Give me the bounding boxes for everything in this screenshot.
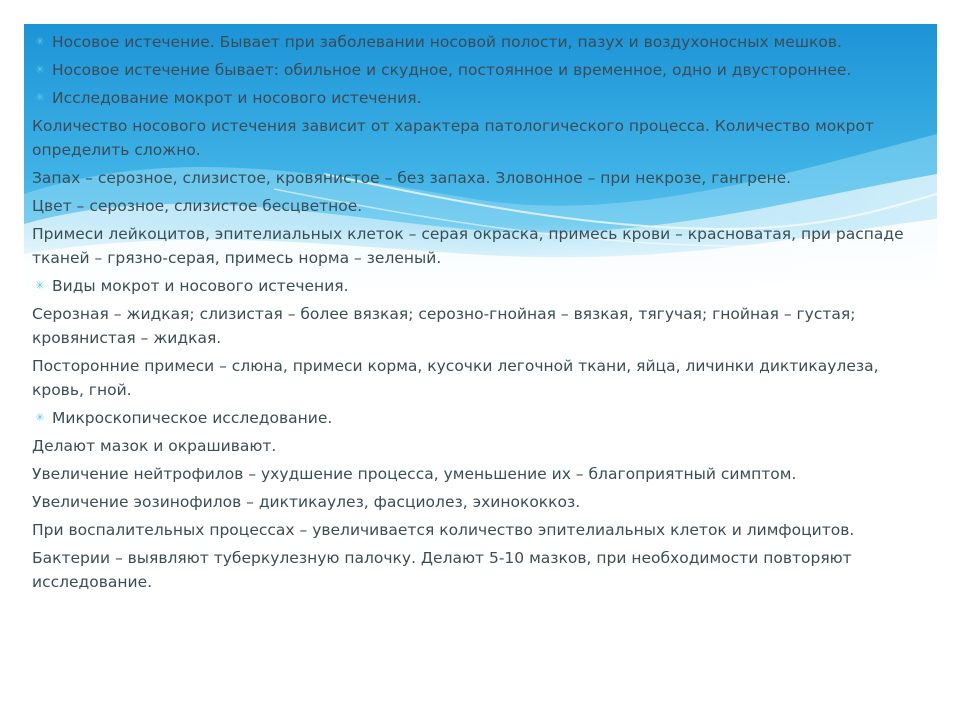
- asterisk-bullet-icon: ✳: [35, 35, 45, 48]
- item-text: Делают мазок и окрашивают.: [32, 437, 277, 455]
- asterisk-bullet-icon: ✳: [35, 91, 45, 104]
- bullet-item: [32, 30, 912, 54]
- paragraph-item: [32, 518, 912, 542]
- asterisk-bullet-icon: ✳: [35, 411, 45, 424]
- item-text: Запах – серозное, слизистое, кровянистое – без запаха. Зловонное – при некрозе, гангрене.: [32, 169, 792, 187]
- paragraph-item: [32, 114, 912, 162]
- item-text: Исследование мокрот и носового истечения.: [52, 89, 422, 107]
- item-text: Увеличение нейтрофилов – ухудшение процесса, уменьшение их – благоприятный симптом.: [32, 465, 797, 483]
- item-text: Носовое истечение бывает: обильное и скудное, постоянное и временное, одно и двустороннее.: [52, 61, 852, 79]
- paragraph-item: [32, 462, 912, 486]
- paragraph-item: [32, 166, 912, 190]
- paragraph-item: [32, 354, 912, 402]
- paragraph-item: [32, 490, 912, 514]
- bullet-item: [32, 274, 912, 298]
- paragraph-item: [32, 222, 912, 270]
- paragraph-item: [32, 434, 912, 458]
- item-text: Серозная – жидкая; слизистая – более вязкая; серозно-гнойная – вязкая, тягучая; гнойная – густая; кровянистая – жидкая.: [32, 305, 856, 347]
- item-text: Примеси лейкоцитов, эпителиальных клеток – серая окраска, примесь крови – красноватая, при распаде тканей – грязно-серая, примесь норма – зеленый.: [32, 225, 904, 267]
- item-text: Микроскопическое исследование.: [52, 409, 333, 427]
- item-text: При воспалительных процессах – увеличивается количество эпителиальных клеток и лимфоцитов.: [32, 521, 855, 539]
- bullet-item: [32, 86, 912, 110]
- item-text: Посторонние примеси – слюна, примеси корма, кусочки легочной ткани, яйца, личинки диктикаулеза, кровь, гной.: [32, 357, 879, 399]
- item-text: Носовое истечение. Бывает при заболевании носовой полости, пазух и воздухоносных мешков.: [52, 33, 842, 51]
- asterisk-bullet-icon: ✳: [35, 63, 45, 76]
- bullet-item: [32, 58, 912, 82]
- paragraph-item: [32, 302, 912, 350]
- item-text: Цвет – серозное, слизистое бесцветное.: [32, 197, 363, 215]
- item-text: Количество носового истечения зависит от характера патологического процесса. Количество мокрот определить сложно.: [32, 117, 874, 159]
- asterisk-bullet-icon: ✳: [35, 279, 45, 292]
- item-text: Виды мокрот и носового истечения.: [52, 277, 349, 295]
- bullet-item: [32, 406, 912, 430]
- item-text: Увеличение эозинофилов – диктикаулез, фасциолез, эхинококкоз.: [32, 493, 581, 511]
- paragraph-item: [32, 194, 912, 218]
- paragraph-item: [32, 546, 912, 594]
- slide-content: [32, 30, 912, 598]
- item-text: Бактерии – выявляют туберкулезную палочку. Делают 5-10 мазков, при необходимости повторяют исследование.: [32, 549, 852, 591]
